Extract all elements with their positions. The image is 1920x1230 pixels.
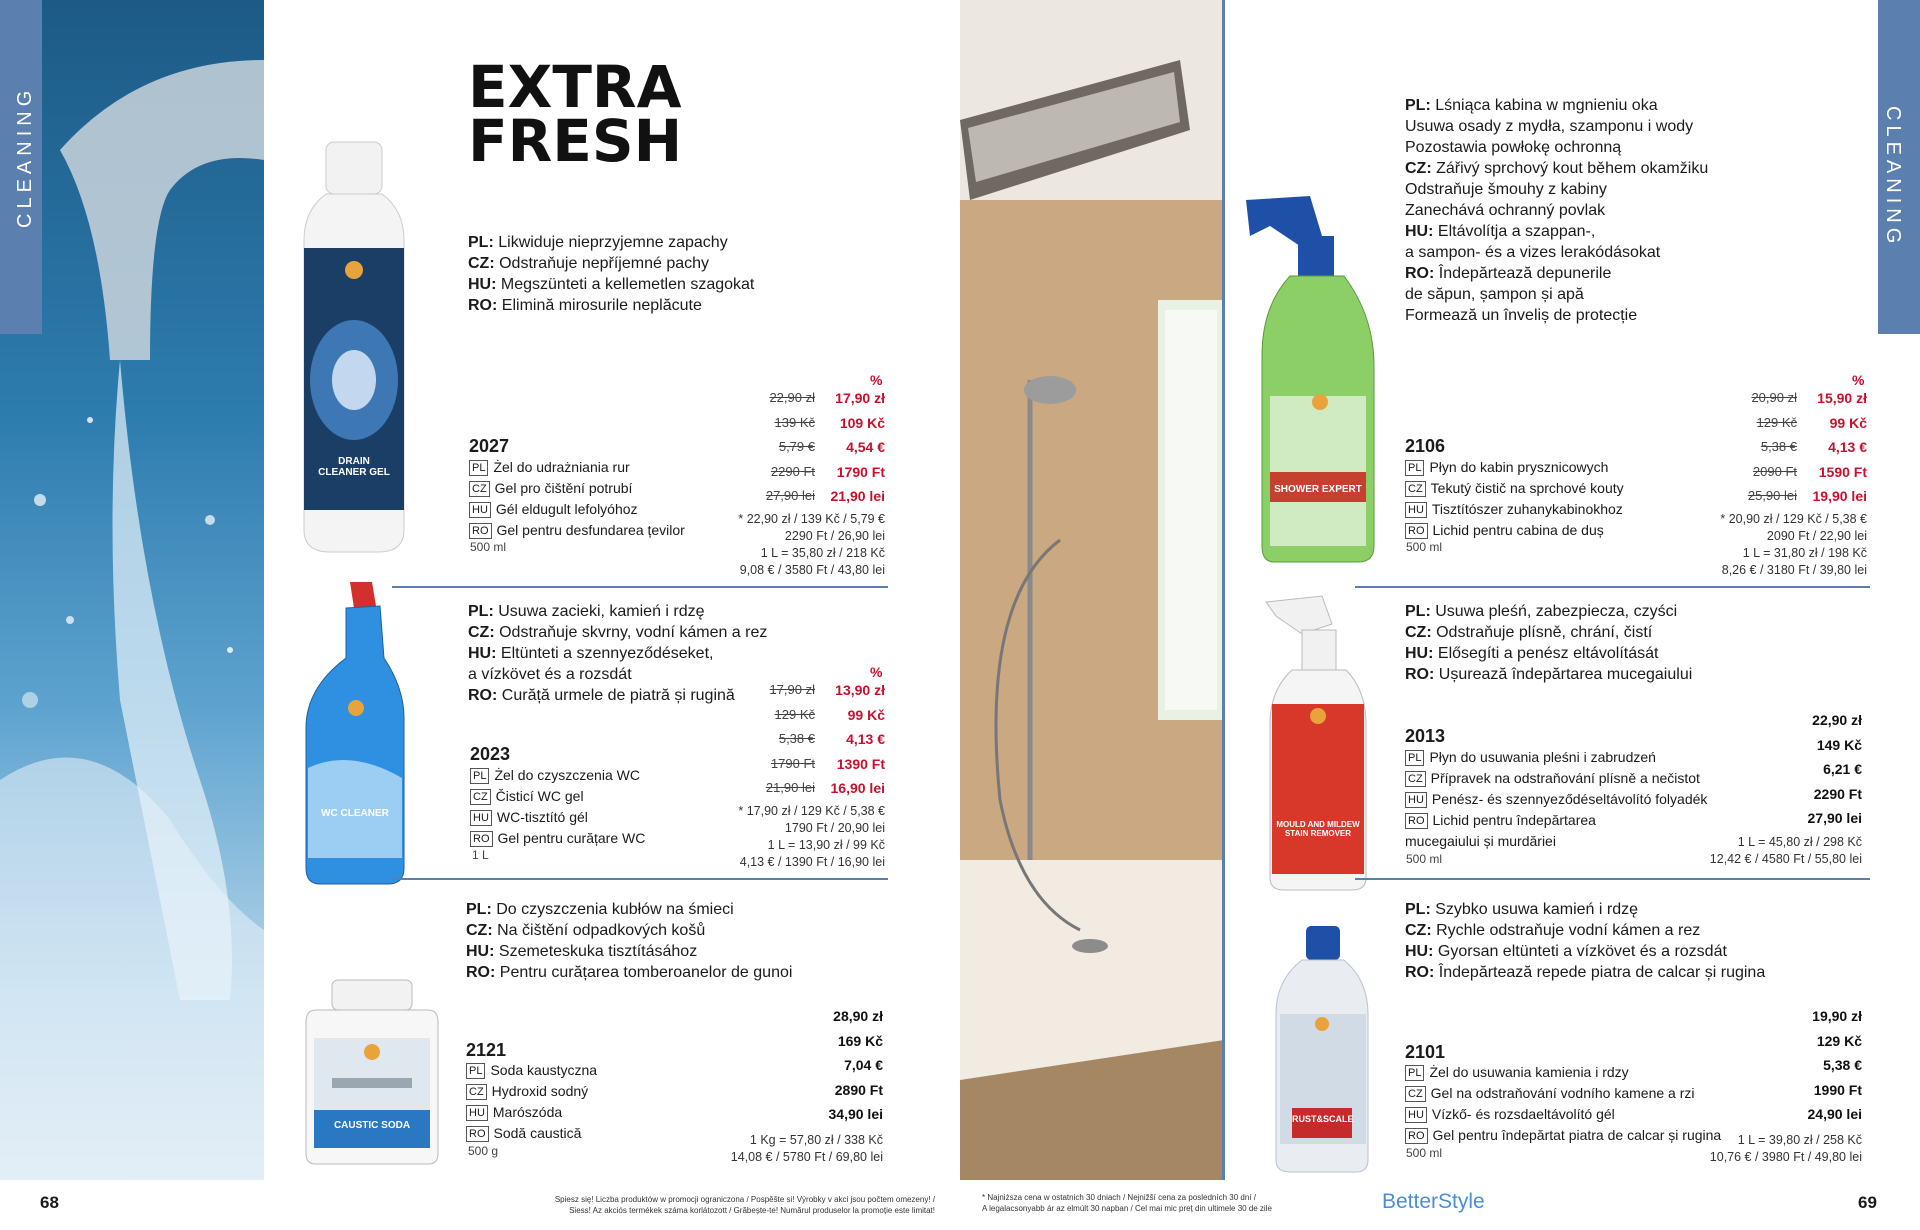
desc-2027: PL: Likwiduje nieprzyjemne zapachy CZ: Odstraňuje nepříjemné pachy HU: Megszünteti a kellemetlen szagokat RO: Elimină mirosurile neplăcute <box>468 234 755 314</box>
volume-2106: 500 ml <box>1406 540 1443 554</box>
wc-cleaner-bottle <box>300 578 410 888</box>
product-code-2121: 2121 <box>466 1040 507 1060</box>
photo-divider <box>1222 0 1225 1180</box>
old-prices-2023: 17,90 zł 129 Kč 5,38 € 1790 Ft 21,90 lei <box>765 682 815 795</box>
title-line-2: FRESH <box>468 107 683 175</box>
names-2027: PL Żel do udrażniania rur CZ Gel pro čištění potrubí HU Gél eldugult lefolyóhoz RO Gel pentru desfundarea țevilor <box>469 457 685 541</box>
new-prices-2023: 13,90 zł 99 Kč 4,13 € 1390 Ft 16,90 lei <box>830 682 885 796</box>
volume-2121: 500 g <box>468 1144 499 1158</box>
prices-2101: 19,90 zł 129 Kč 5,38 € 1990 Ft 24,90 lei <box>1807 1008 1862 1122</box>
separator-3 <box>1355 586 1870 588</box>
drain-cleaner-bottle <box>300 140 408 560</box>
product-code-2023: 2023 <box>470 744 511 764</box>
separator-4 <box>1355 878 1870 880</box>
desc-2121: PL: Do czyszczenia kubłów na śmieci CZ: Na čištění odpadkových košů HU: Szemeteskuka tisztításához RO: Pentru curățarea tomberoanelor de gunoi <box>466 901 793 981</box>
names-2023: PL Żel do czyszczenia WC CZ Čisticí WC gel HU WC-tisztító gél RO Gel pentru curățare WC <box>470 765 645 849</box>
caustic-soda-label: CAUSTIC SODA <box>333 1120 411 1131</box>
names-2106: PL Płyn do kabin prysznicowych CZ Tekutý čistič na sprchové kouty HU Tisztítószer zuhanykabinokhoz RO Lichid pentru cabina de duș <box>1405 457 1624 541</box>
shower-expert-spray-bottle <box>1240 196 1380 566</box>
separator-2 <box>392 878 888 880</box>
desc-2023: PL: Usuwa zacieki, kamień i rdzę CZ: Odstraňuje skvrny, vodní kámen a rez HU: Eltünteti a szennyeződéseket, a vízkövet és a rozsdát RO: Curăță urmele de piatră și rugină <box>468 603 768 704</box>
drain-cleaner-label: DRAIN CLEANER GEL <box>318 456 390 478</box>
product-code-2101: 2101 <box>1405 1042 1446 1062</box>
caustic-soda-container <box>302 978 442 1168</box>
shower-expert-label: SHOWER EXPERT <box>1274 484 1362 495</box>
discount-pct-2106: % <box>1852 372 1865 388</box>
footer-note-left: Spiesz się! Liczba produktów w promocji ograniczona / Pospěšte si! Výrobky v akci jsou počtem omezeny! / Siess! Az akciós termékek száma korlátozott / Grăbește-te! Numărul produselor la promoție este limitat! <box>554 1195 935 1215</box>
volume-2027: 500 ml <box>470 540 507 554</box>
rust-scale-bottle <box>1272 924 1372 1174</box>
desc-2013: PL: Usuwa pleśń, zabezpiecza, czyści CZ: Odstraňuje plísně, chrání, čistí HU: Elősegíti a penész eltávolítását RO: Ușurează îndepărtarea mucegaiului <box>1405 603 1693 683</box>
page-title <box>468 53 683 175</box>
footer-note-right: * Najniższa cena w ostatnich 30 dniach / Nejnižší cena za posledních 30 dní / A legalacsonyabb ár az elmúlt 30 napban / Cel mai mic preț din ultimele 30 de zile <box>982 1193 1272 1213</box>
volume-2101: 500 ml <box>1406 1146 1443 1160</box>
names-2013: PL Płyn do usuwania pleśni i zabrudzeń CZ Přípravek na odstraňování plísně a nečistot HU Penész- és szennyeződéseltávolító folyadék RO Lichid pentru îndepărtarea mucegaiului și murdăriei <box>1405 749 1708 849</box>
discount-pct-2023: % <box>870 664 883 680</box>
page-number-left: 68 <box>40 1193 59 1212</box>
unit-prices-2027: * 22,90 zł / 139 Kč / 5,79 € 2290 Ft / 26,90 lei 1 L = 35,80 zł / 218 Kč 9,08 € / 3580 Ft / 43,80 lei <box>738 512 885 577</box>
wc-cleaner-label: WC CLEANER <box>321 808 389 819</box>
discount-pct-2027: % <box>870 372 883 388</box>
prices-2121: 28,90 zł 169 Kč 7,04 € 2890 Ft 34,90 lei <box>828 1008 883 1122</box>
volume-2023: 1 L <box>472 848 489 862</box>
unit-prices-2101: 1 L = 39,80 zł / 258 Kč 10,76 € / 3980 Ft / 49,80 lei <box>1709 1133 1862 1164</box>
unit-prices-2106: * 20,90 zł / 129 Kč / 5,38 € 2090 Ft / 22,90 lei 1 L = 31,80 zł / 198 Kč 8,26 € / 3180 Ft / 39,80 lei <box>1720 512 1867 577</box>
desc-2101: PL: Szybko usuwa kamień i rdzę CZ: Rychle odstraňuje vodní kámen a rez HU: Gyorsan eltünteti a vízkövet és a rozsdát RO: Îndepărtează repede piatra de calcar și rugina <box>1405 901 1766 981</box>
product-code-2013: 2013 <box>1405 726 1446 746</box>
old-prices-2106: 20,90 zł 129 Kč 5,38 € 2090 Ft 25,90 lei <box>1747 390 1797 503</box>
section-tab-right-label: CLEANING <box>1882 106 1904 249</box>
desc-2106: PL: Lśniąca kabina w mgnieniu oka Usuwa osady z mydła, szamponu i wody Pozostawia powłokę ochronną CZ: Zářivý sprchový kout během okamžiku Odstraňuje šmouhy z kabiny Zanechává ochranný povlak HU: Eltávolítja a szappan-, a sampon- és a vizes lerakódásokat RO: Îndepărtează depunerile de săpun, șampon și apă Formează un înveliș de protecție <box>1405 97 1709 324</box>
names-2101: PL Żel do usuwania kamienia i rdzy CZ Gel na odstraňování vodního kamene a rzi HU Vízkő- és rozsdaeltávolító gél RO Gel pentru îndepărtat piatra de calcar și rugina <box>1405 1062 1721 1146</box>
mould-remover-label: MOULD AND MILDEW STAIN REMOVER <box>1276 820 1360 838</box>
unit-prices-2023: * 17,90 zł / 129 Kč / 5,38 € 1790 Ft / 20,90 lei 1 L = 13,90 zł / 99 Kč 4,13 € / 1390 Ft / 16,90 lei <box>738 804 885 869</box>
volume-2013: 500 ml <box>1406 852 1443 866</box>
rust-scale-label: RUST&SCALE <box>1292 1114 1354 1124</box>
unit-prices-2013: 1 L = 45,80 zł / 298 Kč 12,42 € / 4580 Ft / 55,80 lei <box>1709 835 1862 866</box>
unit-prices-2121: 1 Kg = 57,80 zł / 338 Kč 14,08 € / 5780 Ft / 69,80 lei <box>730 1133 883 1164</box>
names-2121: PL Soda kaustyczna CZ Hydroxid sodný HU Marószóda RO Sodă caustică <box>466 1060 597 1144</box>
mould-remover-spray-bottle <box>1262 594 1372 894</box>
product-code-2106: 2106 <box>1405 436 1446 456</box>
new-prices-2027: 17,90 zł 109 Kč 4,54 € 1790 Ft 21,90 lei <box>830 390 885 504</box>
page-number-right: 69 <box>1858 1193 1877 1212</box>
new-prices-2106: 15,90 zł 99 Kč 4,13 € 1590 Ft 19,90 lei <box>1812 390 1867 504</box>
title-line-1: EXTRA <box>468 53 682 121</box>
prices-2013: 22,90 zł 149 Kč 6,21 € 2290 Ft 27,90 lei <box>1807 712 1862 826</box>
old-prices-2027: 22,90 zł 139 Kč 5,79 € 2290 Ft 27,90 lei <box>765 390 815 503</box>
section-tab-left-label: CLEANING <box>14 85 36 228</box>
product-code-2027: 2027 <box>469 436 510 456</box>
shower-photo <box>960 0 1224 1180</box>
separator-1 <box>392 586 888 588</box>
betterstyle-logo: BetterStyle <box>1382 1190 1485 1213</box>
